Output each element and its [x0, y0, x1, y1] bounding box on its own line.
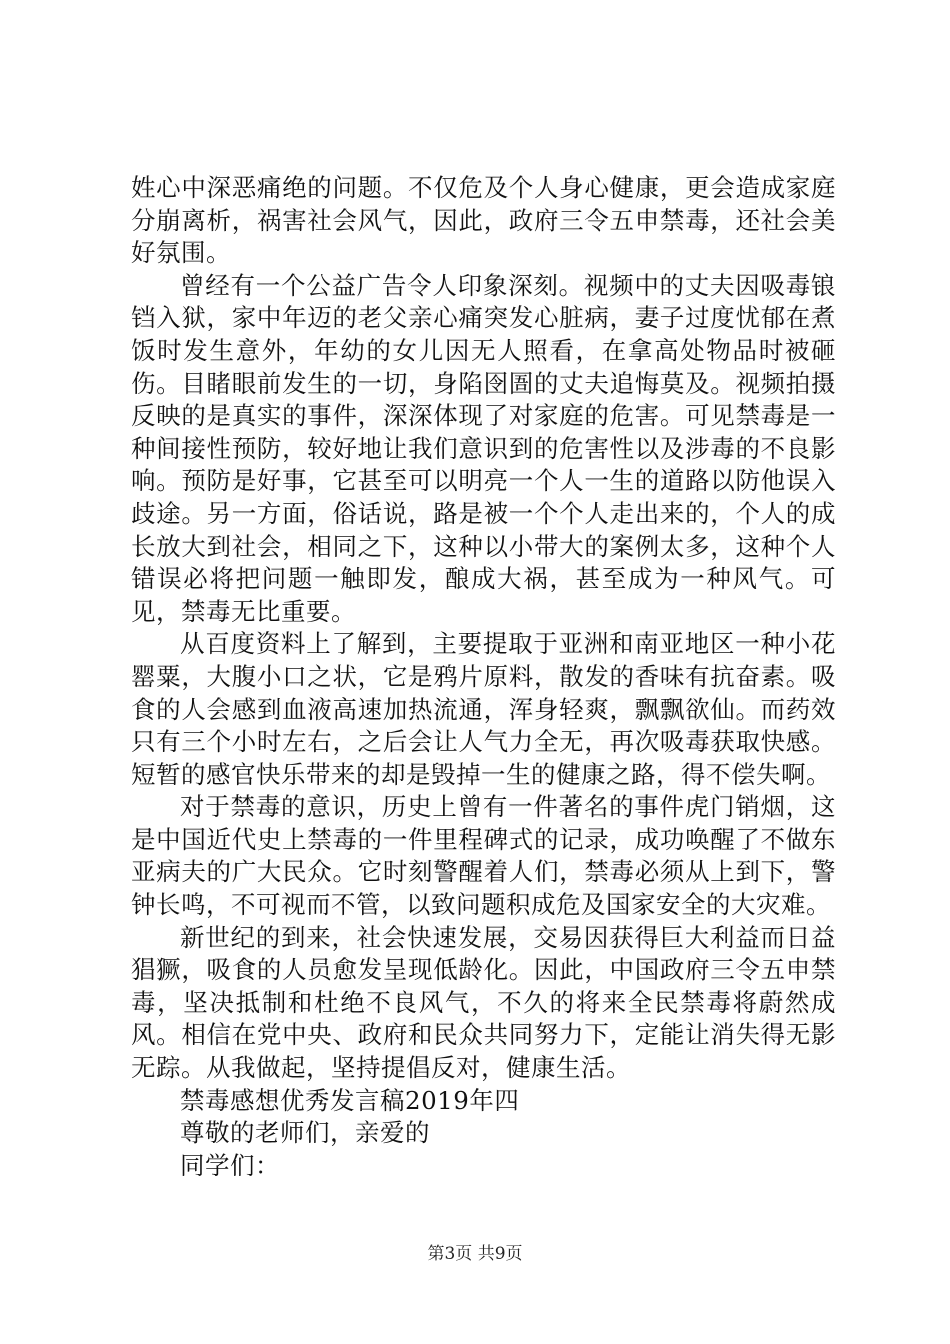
- paragraph-humen-history: 对于禁毒的意识，历史上曾有一件著名的事件虎门销烟，这是中国近代史上禁毒的一件里程碑式的记录，成功唤醒了不做东亚病夫的广大民众。它时刻警醒着人们，禁毒必须从上到下，警钟长鸣，不可视而不管，以致问题积成危及国家安全的大灾难。: [131, 792, 836, 920]
- document-body: [131, 172, 836, 1182]
- page-number-footer: 第3页 共9页: [427, 1244, 523, 1264]
- paragraph-poppy-facts: 从百度资料上了解到，主要提取于亚洲和南亚地区一种小花罂粟，大腹小口之状，它是鸦片原料，散发的香味有抗奋素。吸食的人会感到血液高速加热流通，浑身轻爽，飘飘欲仙。而药效只有三个小时左右，之后会让人气力全无，再次吸毒获取快感。短暂的感官快乐带来的却是毁掉一生的健康之路，得不偿失啊。: [131, 629, 836, 789]
- salutation-line: 尊敬的老师们，亲爱的: [180, 1118, 430, 1148]
- paragraph-public-ad: 曾经有一个公益广告令人印象深刻。视频中的丈夫因吸毒锒铛入狱，家中年迈的老父亲心痛突发心脏病，妻子过度忧郁在煮饭时发生意外，年幼的女儿因无人照看，在拿高处物品时被砸伤。目睹眼前发生的一切，身陷囹圄的丈夫追悔莫及。视频拍摄反映的是真实的事件，深深体现了对家庭的危害。可见禁毒是一种间接性预防，较好地让我们意识到的危害性以及涉毒的不良影响。预防是好事，它甚至可以明亮一个人一生的道路以防他误入歧途。另一方面，俗话说，路是被一个个人走出来的，个人的成长放大到社会，相同之下，这种以小带大的案例太多，这种个人错误必将把问题一触即发，酿成大祸，甚至成为一种风气。可见，禁毒无比重要。: [131, 270, 836, 626]
- paragraph-new-century: 新世纪的到来，社会快速发展，交易因获得巨大利益而日益猖獗，吸食的人员愈发呈现低龄化。因此，中国政府三令五申禁毒，坚决抵制和杜绝不良风气，不久的将来全民禁毒将蔚然成风。相信在党中央、政府和民众共同努力下，定能让消失得无影无踪。从我做起，坚持提倡反对，健康生活。: [131, 922, 836, 1083]
- salutation-line: 同学们：: [180, 1150, 280, 1180]
- section-heading: 禁毒感想优秀发言稿2019年四: [180, 1085, 520, 1115]
- paragraph-continuation: 姓心中深恶痛绝的问题。不仅危及个人身心健康，更会造成家庭分崩离析，祸害社会风气，因此，政府三令五申禁毒，还社会美好氛围。: [131, 173, 836, 268]
